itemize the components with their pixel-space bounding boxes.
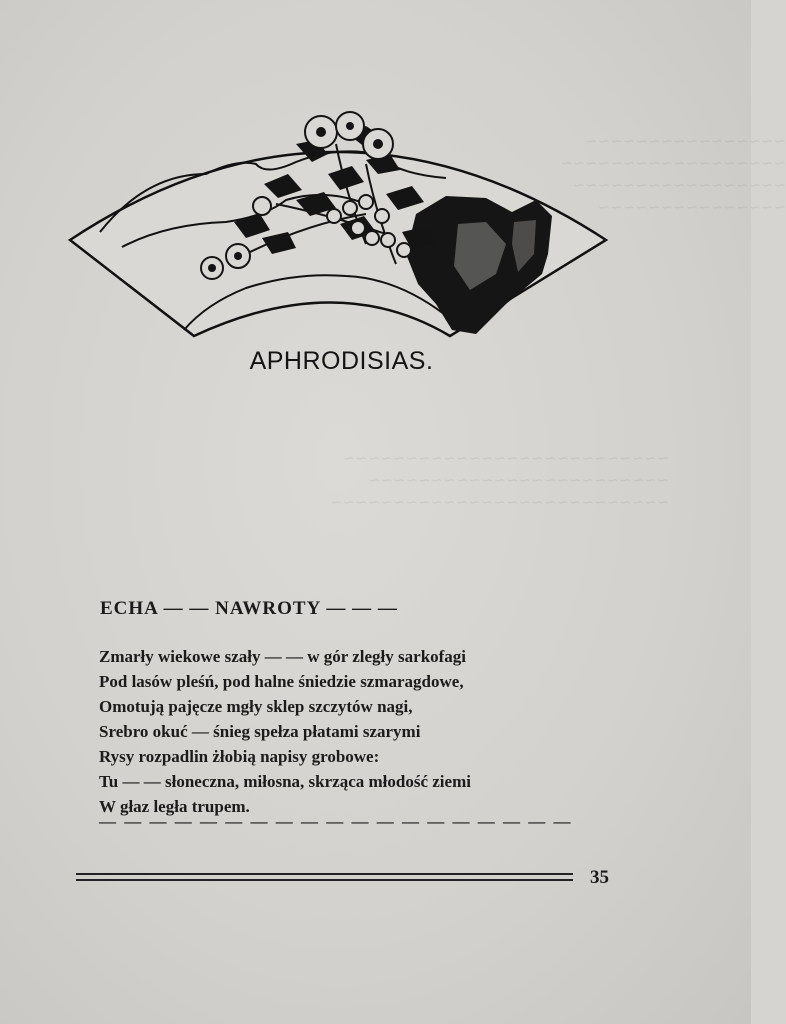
poem-line: Zmarły wiekowe szały — — w gór zległy sarkofagi [99, 647, 467, 666]
poem-line: Srebro okuć — śnieg spełza płatami szarymi [99, 722, 421, 741]
footer-rule-top [76, 873, 573, 875]
poem-line: W głaz legła trupem. [99, 797, 250, 816]
show-through-text: ~~~~~~~~~~~~~~~~~~~~~~~~~~ ~~~~~~~~~~~~~~~~~~~~~~~~ ~~~~~~~~~~~~~~~~~~~~~~~~~~~ [330, 449, 670, 511]
section-heading: ECHA — — NAWROTY — — — [100, 598, 398, 619]
page-title: APHRODISIAS. [249, 347, 434, 375]
closing-dashes: — — — — — — — — — — — — — — — — — — — [99, 812, 573, 831]
show-through-text: ~~~~~~~~~~~~~~~~ ~~~~~~~~~~~~~~~~~~ ~~~~~~~~~~~~~~~~~ ~~~~~~~~~~~~~~~ [560, 132, 786, 216]
page-number: 35 [590, 867, 609, 888]
poem-line: Pod lasów pleśń, pod halne śniedzie szmaragdowe, [99, 672, 464, 691]
poem-body [99, 644, 589, 819]
poem-line: Omotują pajęcze mgły sklep szczytów nagi, [99, 697, 413, 716]
poem-line: Rysy rozpadlin żłobią napisy grobowe: [99, 747, 380, 766]
poem-line: Tu — — słoneczna, miłosna, skrząca młodość ziemi [99, 772, 471, 791]
fan-illustration [66, 104, 611, 344]
footer-rule-bottom [76, 879, 573, 881]
